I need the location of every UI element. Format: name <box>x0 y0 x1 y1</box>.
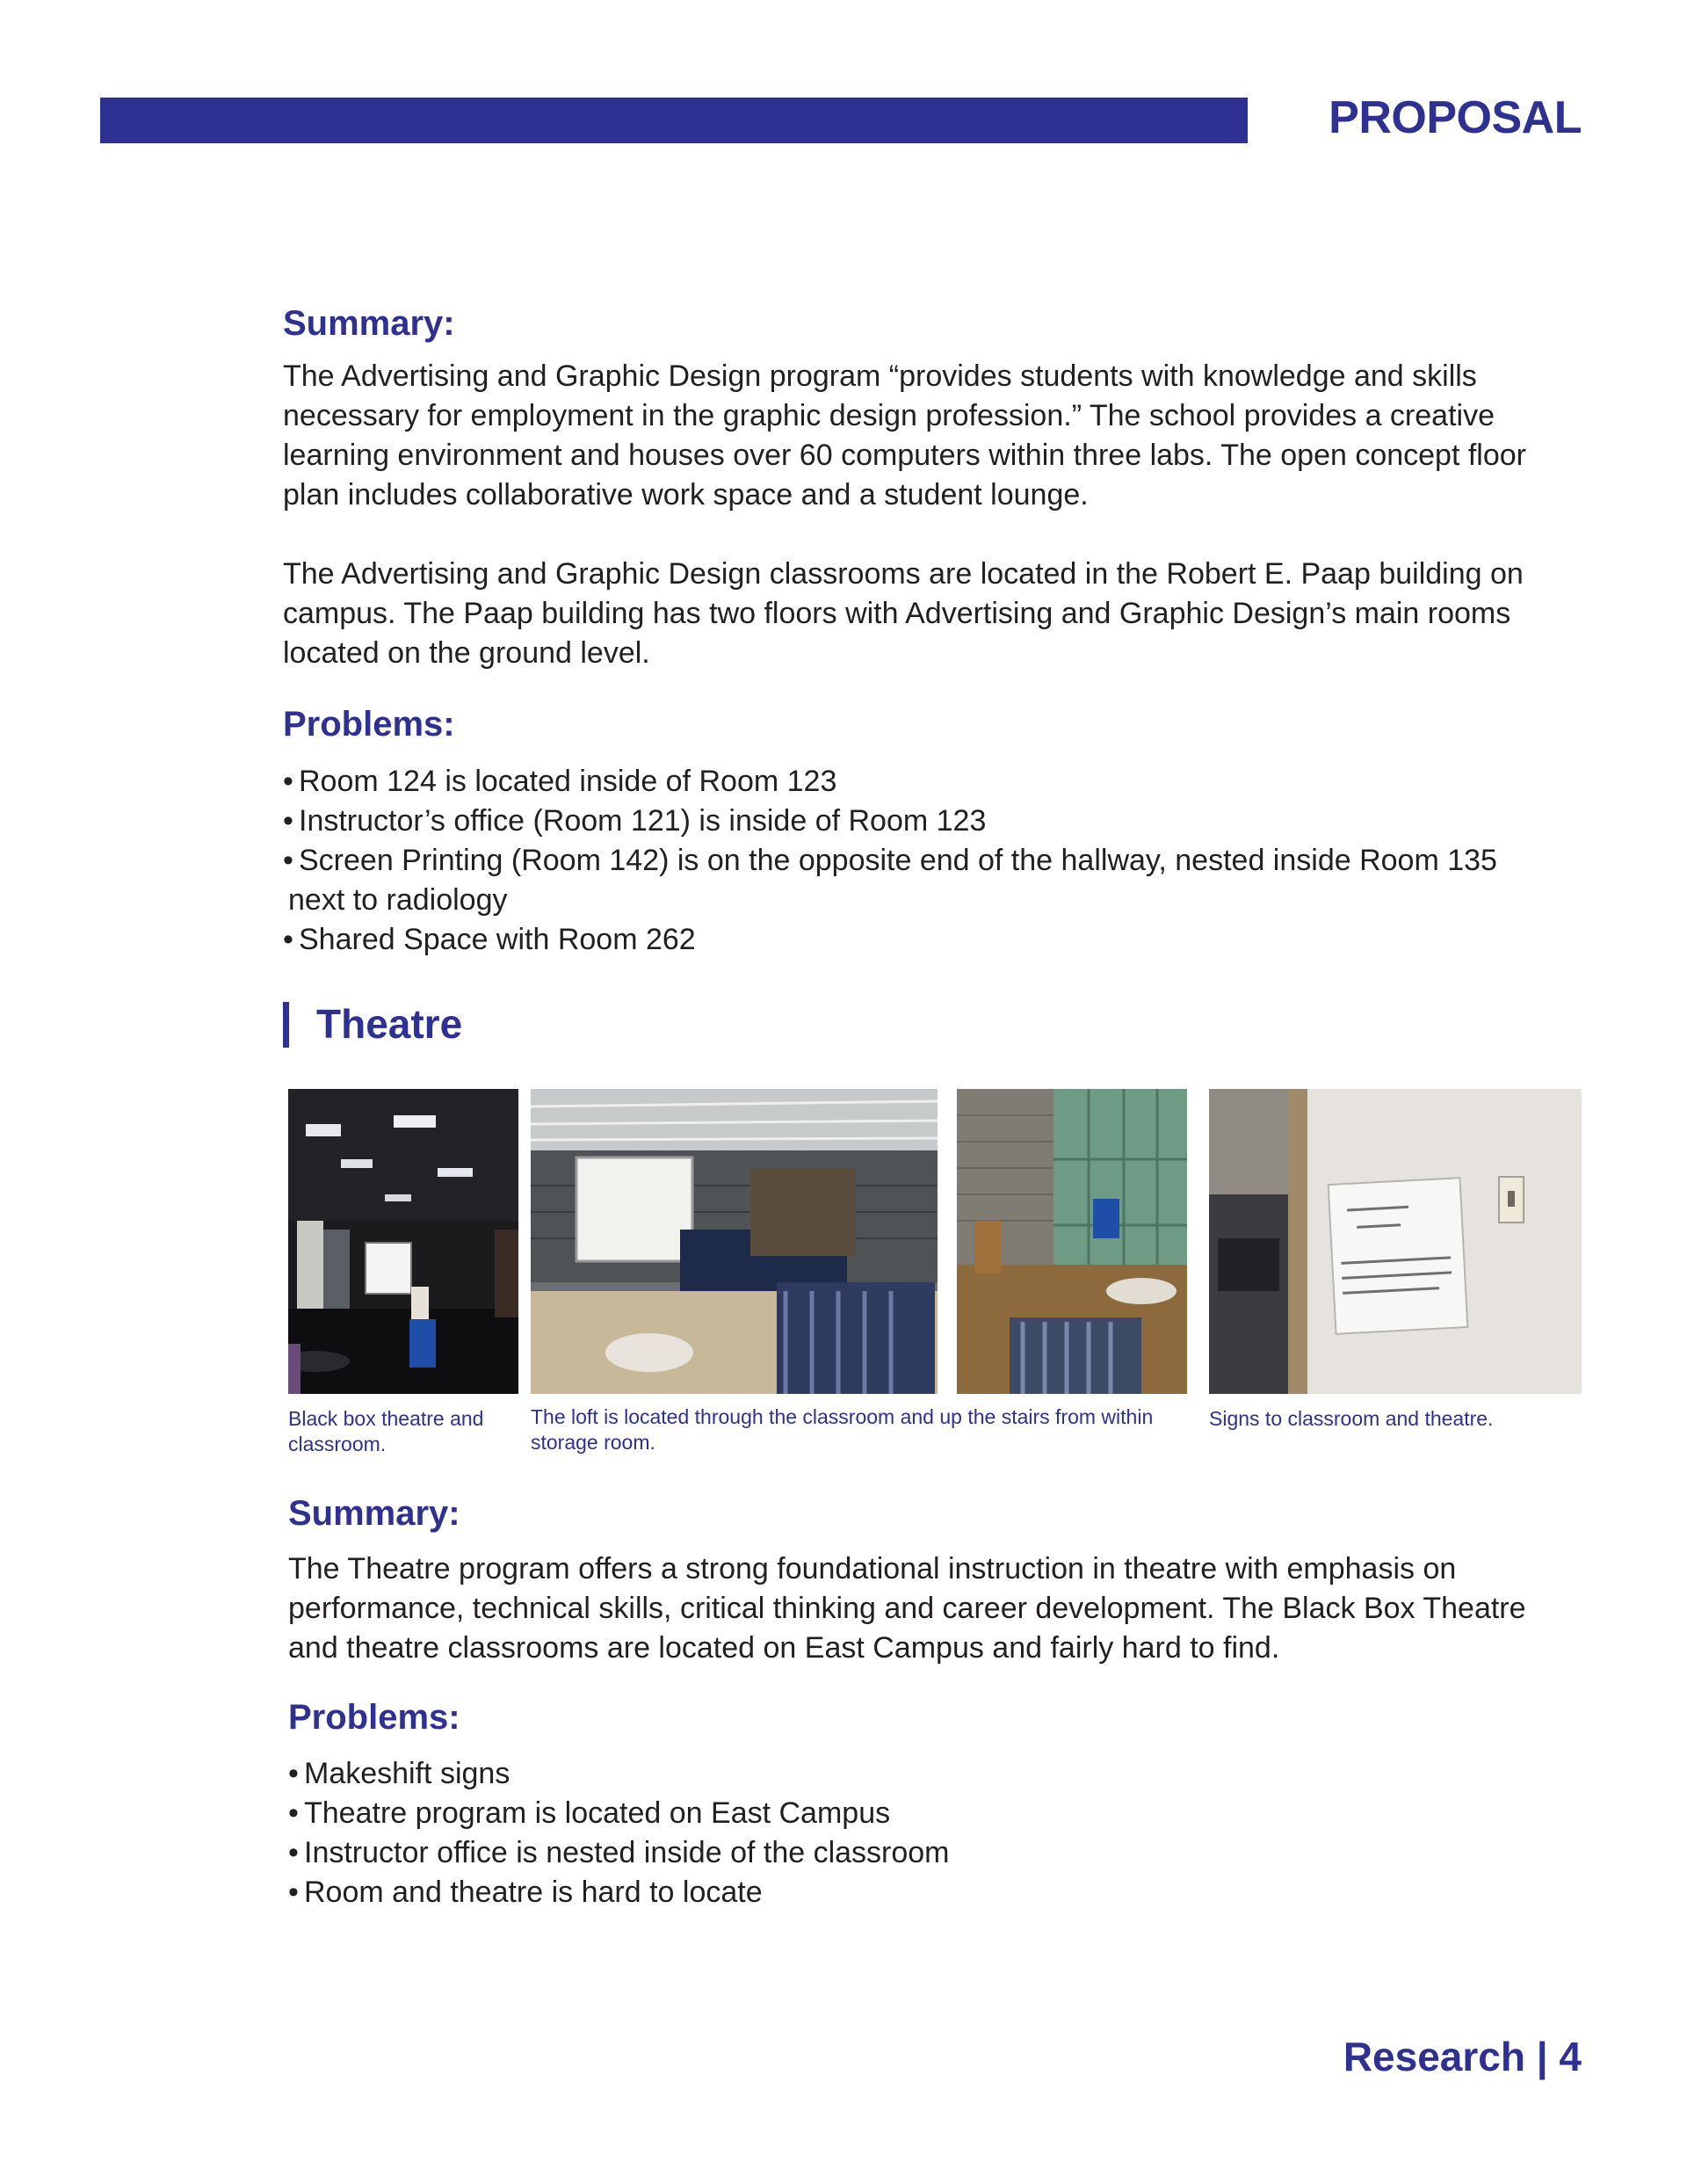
list-item: • Room 124 is located inside of Room 123 <box>283 765 837 798</box>
theatre-problems-list <box>288 1754 1582 1912</box>
list-item: • Screen Printing (Room 142) is on the opposite end of the hallway, nested inside Room 135 next to radiology <box>283 844 1497 917</box>
caption-black-box-theatre: Black box theatre and classroom. <box>288 1407 484 1455</box>
photo-storage-room <box>957 1089 1187 1394</box>
list-item: • Shared Space with Room 262 <box>283 923 696 956</box>
page-title: PROPOSAL <box>1329 92 1582 143</box>
agd-problems-list <box>283 762 1601 960</box>
page-number: 4 <box>1559 2034 1582 2079</box>
footer-section-label: Research <box>1343 2034 1525 2079</box>
header-bar <box>100 98 1248 143</box>
section-accent-bar <box>283 1002 289 1048</box>
theatre-problems-heading: Problems: <box>288 1698 460 1737</box>
list-item: • Instructor’s office (Room 121) is inside of Room 123 <box>283 804 987 838</box>
list-item: • Theatre program is located on East Campus <box>288 1796 891 1830</box>
agd-summary-paragraph-1: The Advertising and Graphic Design program “provides students with knowledge and skills necessary for employment in the graphic design profession.” The school provides a creative learning environment and houses over 60 computers within three labs. The open concept floor plan includes collaborative work space and a student lounge. <box>283 359 1527 512</box>
photo-makeshift-signs <box>1209 1089 1582 1394</box>
caption-loft: The loft is located through the classroom and up the stairs from within storage room. <box>531 1405 1154 1454</box>
list-item: • Room and theatre is hard to locate <box>288 1876 763 1909</box>
agd-summary-heading: Summary: <box>283 304 455 343</box>
theatre-summary-heading: Summary: <box>288 1494 460 1533</box>
footer-separator: | <box>1536 2034 1548 2079</box>
list-item: • Makeshift signs <box>288 1757 510 1790</box>
list-item: • Instructor office is nested inside of the classroom <box>288 1836 950 1869</box>
agd-summary-paragraph-2: The Advertising and Graphic Design classrooms are located in the Robert E. Paap building on campus. The Paap building has two floors with Advertising and Graphic Design’s main rooms located on the ground level. <box>283 557 1524 670</box>
agd-problems-heading: Problems: <box>283 705 455 744</box>
photo-loft-classroom <box>531 1089 938 1394</box>
photo-black-box-theatre <box>288 1089 518 1394</box>
page-footer <box>1343 2033 1582 2080</box>
theatre-summary-paragraph: The Theatre program offers a strong foundational instruction in theatre with emphasis on performance, technical skills, critical thinking and career development. The Black Box Theatre and theatre classrooms are located on East Campus and fairly hard to find. <box>288 1552 1526 1665</box>
section-title-theatre: Theatre <box>316 1001 463 1047</box>
caption-signs: Signs to classroom and theatre. <box>1209 1407 1494 1430</box>
